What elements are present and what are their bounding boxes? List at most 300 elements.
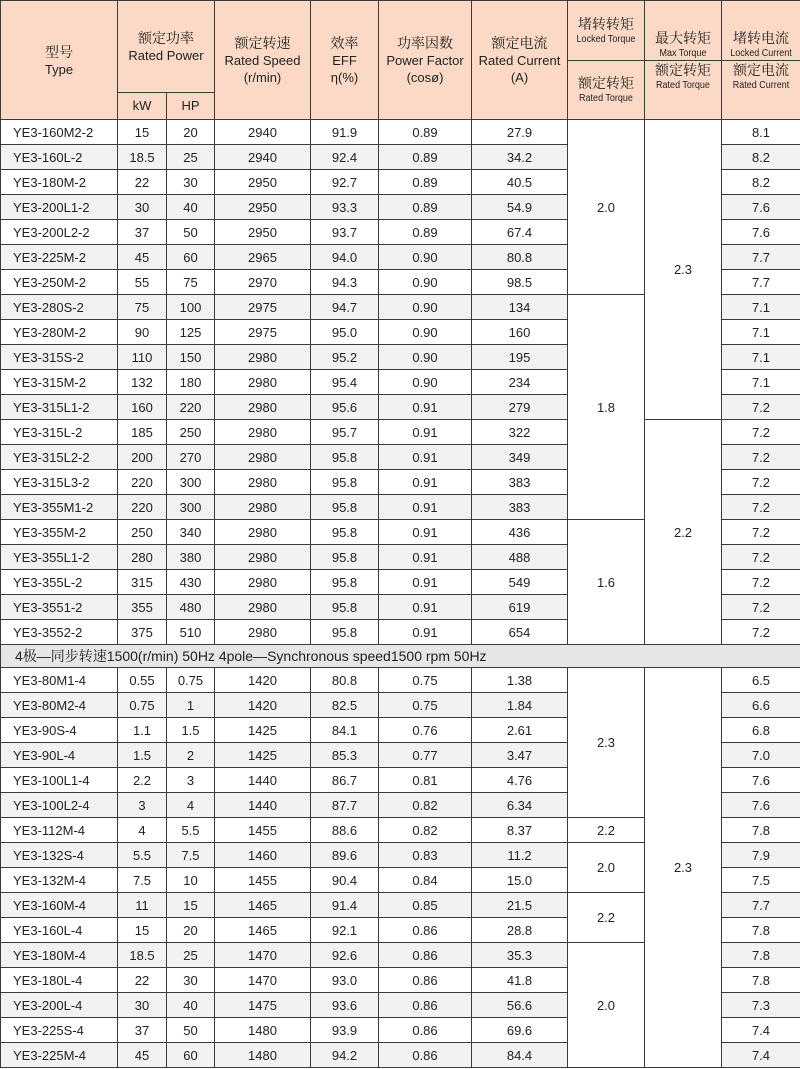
cell-kw: 7.5: [118, 868, 167, 893]
cell-speed: 1425: [215, 743, 311, 768]
header-hp: HP: [167, 92, 215, 119]
cell-locked-current: 7.2: [722, 545, 800, 570]
cell-pf: 0.84: [379, 868, 472, 893]
cell-speed: 2980: [215, 470, 311, 495]
cell-pf: 0.89: [379, 220, 472, 245]
cell-kw: 45: [118, 245, 167, 270]
cell-kw: 110: [118, 345, 167, 370]
cell-speed: 1455: [215, 868, 311, 893]
cell-kw: 90: [118, 320, 167, 345]
cell-kw: 45: [118, 1043, 167, 1068]
table-body: [1, 120, 800, 1068]
cell-current: 2.61: [472, 718, 568, 743]
cell-type: YE3-90S-4: [1, 718, 118, 743]
cell-pf: 0.89: [379, 145, 472, 170]
header-max-torque: 最大转矩 Max Torque 额定转矩 Rated Torque: [645, 1, 722, 120]
cell-hp: 4: [167, 793, 215, 818]
header-type: 型号 Type: [1, 1, 118, 120]
cell-max-torque: 2.3: [645, 668, 722, 1068]
cell-locked-current: 7.8: [722, 968, 800, 993]
cell-locked-current: 7.6: [722, 220, 800, 245]
cell-hp: 3: [167, 768, 215, 793]
cell-kw: 55: [118, 270, 167, 295]
cell-pf: 0.91: [379, 545, 472, 570]
cell-eff: 95.6: [311, 395, 379, 420]
cell-eff: 95.8: [311, 570, 379, 595]
cell-eff: 94.2: [311, 1043, 379, 1068]
cell-hp: 60: [167, 1043, 215, 1068]
cell-eff: 94.0: [311, 245, 379, 270]
cell-type: YE3-250M-2: [1, 270, 118, 295]
table-row: [1, 668, 800, 693]
cell-pf: 0.91: [379, 620, 472, 645]
cell-current: 28.8: [472, 918, 568, 943]
cell-type: YE3-225M-2: [1, 245, 118, 270]
cell-pf: 0.77: [379, 743, 472, 768]
cell-current: 4.76: [472, 768, 568, 793]
header-efficiency: 效率 EFF η(%): [311, 1, 379, 120]
cell-eff: 90.4: [311, 868, 379, 893]
cell-type: YE3-3551-2: [1, 595, 118, 620]
cell-eff: 88.6: [311, 818, 379, 843]
cell-eff: 95.8: [311, 445, 379, 470]
cell-eff: 89.6: [311, 843, 379, 868]
cell-kw: 37: [118, 1018, 167, 1043]
cell-eff: 95.8: [311, 495, 379, 520]
cell-current: 383: [472, 470, 568, 495]
cell-kw: 18.5: [118, 943, 167, 968]
cell-locked-current: 7.2: [722, 620, 800, 645]
cell-locked-torque: 1.8: [568, 295, 645, 520]
cell-hp: 50: [167, 1018, 215, 1043]
cell-eff: 91.9: [311, 120, 379, 145]
cell-type: YE3-160L-4: [1, 918, 118, 943]
cell-eff: 91.4: [311, 893, 379, 918]
cell-speed: 2950: [215, 170, 311, 195]
cell-kw: 2.2: [118, 768, 167, 793]
cell-hp: 340: [167, 520, 215, 545]
cell-pf: 0.86: [379, 1043, 472, 1068]
cell-locked-current: 7.2: [722, 445, 800, 470]
cell-speed: 1465: [215, 918, 311, 943]
cell-speed: 2980: [215, 395, 311, 420]
cell-pf: 0.89: [379, 120, 472, 145]
cell-pf: 0.82: [379, 793, 472, 818]
cell-pf: 0.86: [379, 918, 472, 943]
cell-eff: 95.8: [311, 595, 379, 620]
header-rated-speed: 额定转速 Rated Speed (r/min): [215, 1, 311, 120]
cell-current: 436: [472, 520, 568, 545]
cell-kw: 1.1: [118, 718, 167, 743]
cell-hp: 250: [167, 420, 215, 445]
cell-locked-current: 7.2: [722, 470, 800, 495]
cell-locked-current: 7.4: [722, 1018, 800, 1043]
cell-speed: 2980: [215, 570, 311, 595]
cell-kw: 5.5: [118, 843, 167, 868]
cell-pf: 0.86: [379, 1018, 472, 1043]
cell-type: YE3-315S-2: [1, 345, 118, 370]
cell-pf: 0.90: [379, 270, 472, 295]
cell-type: YE3-355M-2: [1, 520, 118, 545]
cell-eff: 95.4: [311, 370, 379, 395]
cell-kw: 15: [118, 918, 167, 943]
cell-locked-current: 7.1: [722, 320, 800, 345]
cell-current: 654: [472, 620, 568, 645]
cell-speed: 2980: [215, 370, 311, 395]
cell-type: YE3-90L-4: [1, 743, 118, 768]
cell-kw: 220: [118, 470, 167, 495]
cell-pf: 0.75: [379, 693, 472, 718]
cell-hp: 40: [167, 195, 215, 220]
cell-eff: 80.8: [311, 668, 379, 693]
cell-type: YE3-160M2-2: [1, 120, 118, 145]
cell-current: 34.2: [472, 145, 568, 170]
cell-pf: 0.75: [379, 668, 472, 693]
cell-hp: 50: [167, 220, 215, 245]
cell-speed: 1440: [215, 768, 311, 793]
cell-kw: 280: [118, 545, 167, 570]
cell-speed: 2980: [215, 620, 311, 645]
cell-current: 54.9: [472, 195, 568, 220]
cell-hp: 75: [167, 270, 215, 295]
cell-pf: 0.81: [379, 768, 472, 793]
cell-locked-torque: 1.6: [568, 520, 645, 645]
cell-eff: 93.9: [311, 1018, 379, 1043]
cell-locked-current: 7.8: [722, 918, 800, 943]
cell-hp: 125: [167, 320, 215, 345]
cell-locked-current: 7.2: [722, 595, 800, 620]
cell-locked-current: 7.7: [722, 270, 800, 295]
cell-eff: 92.4: [311, 145, 379, 170]
cell-kw: 355: [118, 595, 167, 620]
cell-current: 279: [472, 395, 568, 420]
cell-current: 80.8: [472, 245, 568, 270]
cell-locked-torque: 2.2: [568, 818, 645, 843]
cell-type: YE3-315L1-2: [1, 395, 118, 420]
cell-current: 488: [472, 545, 568, 570]
cell-hp: 20: [167, 918, 215, 943]
cell-current: 549: [472, 570, 568, 595]
cell-eff: 92.7: [311, 170, 379, 195]
cell-locked-torque: 2.0: [568, 120, 645, 295]
cell-locked-torque: 2.2: [568, 893, 645, 943]
cell-speed: 2980: [215, 445, 311, 470]
cell-type: YE3-355M1-2: [1, 495, 118, 520]
cell-speed: 2980: [215, 345, 311, 370]
cell-kw: 132: [118, 370, 167, 395]
cell-pf: 0.89: [379, 195, 472, 220]
cell-type: YE3-315L2-2: [1, 445, 118, 470]
cell-kw: 18.5: [118, 145, 167, 170]
cell-locked-torque: 2.3: [568, 668, 645, 818]
header-rated-current: 额定电流 Rated Current (A): [472, 1, 568, 120]
cell-hp: 30: [167, 170, 215, 195]
cell-eff: 95.8: [311, 520, 379, 545]
cell-eff: 95.8: [311, 545, 379, 570]
cell-current: 69.6: [472, 1018, 568, 1043]
cell-speed: 1460: [215, 843, 311, 868]
header-rated-power: 额定功率 Rated Power: [118, 1, 215, 93]
cell-pf: 0.86: [379, 968, 472, 993]
table-row: [1, 420, 800, 445]
cell-hp: 220: [167, 395, 215, 420]
cell-type: YE3-315L3-2: [1, 470, 118, 495]
table-header: [1, 1, 800, 120]
cell-speed: 2965: [215, 245, 311, 270]
cell-eff: 95.2: [311, 345, 379, 370]
cell-locked-current: 7.6: [722, 793, 800, 818]
cell-locked-current: 7.6: [722, 195, 800, 220]
cell-locked-current: 7.1: [722, 345, 800, 370]
section-title: 4极—同步转速1500(r/min) 50Hz 4pole—Synchronous speed1500 rpm 50Hz: [1, 645, 800, 668]
cell-current: 134: [472, 295, 568, 320]
cell-hp: 2: [167, 743, 215, 768]
cell-pf: 0.91: [379, 570, 472, 595]
section-row: [1, 645, 800, 668]
cell-speed: 2950: [215, 220, 311, 245]
cell-hp: 1: [167, 693, 215, 718]
cell-hp: 480: [167, 595, 215, 620]
cell-hp: 270: [167, 445, 215, 470]
cell-locked-current: 7.2: [722, 395, 800, 420]
cell-speed: 1420: [215, 693, 311, 718]
cell-kw: 1.5: [118, 743, 167, 768]
cell-hp: 300: [167, 495, 215, 520]
cell-speed: 2970: [215, 270, 311, 295]
cell-current: 349: [472, 445, 568, 470]
cell-hp: 100: [167, 295, 215, 320]
cell-kw: 37: [118, 220, 167, 245]
cell-locked-current: 7.2: [722, 570, 800, 595]
cell-pf: 0.76: [379, 718, 472, 743]
cell-pf: 0.86: [379, 993, 472, 1018]
cell-hp: 60: [167, 245, 215, 270]
cell-locked-current: 8.1: [722, 120, 800, 145]
cell-kw: 315: [118, 570, 167, 595]
cell-kw: 0.75: [118, 693, 167, 718]
cell-current: 11.2: [472, 843, 568, 868]
cell-kw: 30: [118, 993, 167, 1018]
cell-pf: 0.90: [379, 245, 472, 270]
cell-kw: 220: [118, 495, 167, 520]
cell-locked-current: 7.4: [722, 1043, 800, 1068]
cell-speed: 1470: [215, 943, 311, 968]
cell-type: YE3-315M-2: [1, 370, 118, 395]
cell-speed: 1470: [215, 968, 311, 993]
cell-locked-current: 7.9: [722, 843, 800, 868]
cell-pf: 0.82: [379, 818, 472, 843]
cell-kw: 160: [118, 395, 167, 420]
cell-hp: 5.5: [167, 818, 215, 843]
cell-current: 195: [472, 345, 568, 370]
cell-kw: 4: [118, 818, 167, 843]
cell-eff: 93.0: [311, 968, 379, 993]
cell-locked-current: 7.8: [722, 943, 800, 968]
cell-type: YE3-112M-4: [1, 818, 118, 843]
cell-pf: 0.86: [379, 943, 472, 968]
cell-kw: 200: [118, 445, 167, 470]
cell-eff: 87.7: [311, 793, 379, 818]
cell-current: 21.5: [472, 893, 568, 918]
cell-speed: 2980: [215, 545, 311, 570]
cell-speed: 2975: [215, 320, 311, 345]
cell-speed: 1425: [215, 718, 311, 743]
cell-hp: 40: [167, 993, 215, 1018]
cell-eff: 93.7: [311, 220, 379, 245]
cell-type: YE3-132M-4: [1, 868, 118, 893]
cell-type: YE3-132S-4: [1, 843, 118, 868]
cell-pf: 0.91: [379, 420, 472, 445]
cell-kw: 250: [118, 520, 167, 545]
cell-locked-current: 7.7: [722, 245, 800, 270]
cell-hp: 510: [167, 620, 215, 645]
cell-pf: 0.90: [379, 320, 472, 345]
cell-kw: 375: [118, 620, 167, 645]
cell-kw: 75: [118, 295, 167, 320]
cell-hp: 180: [167, 370, 215, 395]
cell-hp: 1.5: [167, 718, 215, 743]
cell-current: 8.37: [472, 818, 568, 843]
cell-locked-current: 7.1: [722, 370, 800, 395]
cell-locked-torque: 2.0: [568, 943, 645, 1068]
cell-eff: 85.3: [311, 743, 379, 768]
cell-hp: 300: [167, 470, 215, 495]
cell-hp: 25: [167, 145, 215, 170]
cell-type: YE3-225S-4: [1, 1018, 118, 1043]
cell-current: 160: [472, 320, 568, 345]
cell-speed: 2980: [215, 420, 311, 445]
header-power-factor: 功率因数 Power Factor (cosø): [379, 1, 472, 120]
cell-hp: 25: [167, 943, 215, 968]
table-row: [1, 120, 800, 145]
cell-current: 3.47: [472, 743, 568, 768]
cell-eff: 92.6: [311, 943, 379, 968]
cell-hp: 30: [167, 968, 215, 993]
cell-eff: 95.8: [311, 470, 379, 495]
cell-pf: 0.89: [379, 170, 472, 195]
cell-type: YE3-225M-4: [1, 1043, 118, 1068]
cell-current: 6.34: [472, 793, 568, 818]
cell-current: 27.9: [472, 120, 568, 145]
cell-kw: 15: [118, 120, 167, 145]
cell-type: YE3-160L-2: [1, 145, 118, 170]
cell-type: YE3-200L-4: [1, 993, 118, 1018]
cell-current: 1.84: [472, 693, 568, 718]
cell-type: YE3-280S-2: [1, 295, 118, 320]
cell-eff: 94.7: [311, 295, 379, 320]
cell-locked-current: 7.2: [722, 495, 800, 520]
cell-eff: 94.3: [311, 270, 379, 295]
cell-speed: 2980: [215, 495, 311, 520]
cell-speed: 2980: [215, 520, 311, 545]
header-locked-current: 堵转电流 Locked Current 额定电流 Rated Current: [722, 1, 800, 120]
cell-pf: 0.91: [379, 470, 472, 495]
cell-hp: 15: [167, 893, 215, 918]
cell-pf: 0.90: [379, 345, 472, 370]
cell-type: YE3-80M2-4: [1, 693, 118, 718]
cell-current: 67.4: [472, 220, 568, 245]
cell-locked-current: 7.5: [722, 868, 800, 893]
cell-type: YE3-3552-2: [1, 620, 118, 645]
cell-speed: 1480: [215, 1018, 311, 1043]
cell-speed: 1440: [215, 793, 311, 818]
header-locked-torque: 堵转转矩 Locked Torque 额定转矩 Rated Torque: [568, 1, 645, 120]
cell-current: 619: [472, 595, 568, 620]
cell-type: YE3-180M-4: [1, 943, 118, 968]
cell-locked-current: 6.5: [722, 668, 800, 693]
cell-type: YE3-160M-4: [1, 893, 118, 918]
cell-type: YE3-100L1-4: [1, 768, 118, 793]
cell-locked-current: 7.6: [722, 768, 800, 793]
cell-type: YE3-280M-2: [1, 320, 118, 345]
cell-current: 56.6: [472, 993, 568, 1018]
cell-pf: 0.91: [379, 395, 472, 420]
cell-pf: 0.91: [379, 595, 472, 620]
cell-eff: 93.3: [311, 195, 379, 220]
cell-locked-current: 7.1: [722, 295, 800, 320]
cell-current: 15.0: [472, 868, 568, 893]
cell-kw: 11: [118, 893, 167, 918]
cell-kw: 22: [118, 968, 167, 993]
cell-locked-current: 7.0: [722, 743, 800, 768]
cell-hp: 10: [167, 868, 215, 893]
cell-pf: 0.83: [379, 843, 472, 868]
cell-speed: 2975: [215, 295, 311, 320]
cell-type: YE3-80M1-4: [1, 668, 118, 693]
cell-current: 383: [472, 495, 568, 520]
cell-locked-current: 6.6: [722, 693, 800, 718]
cell-eff: 82.5: [311, 693, 379, 718]
cell-hp: 150: [167, 345, 215, 370]
cell-locked-current: 7.8: [722, 818, 800, 843]
cell-speed: 2950: [215, 195, 311, 220]
cell-speed: 1455: [215, 818, 311, 843]
cell-hp: 0.75: [167, 668, 215, 693]
cell-eff: 95.0: [311, 320, 379, 345]
cell-hp: 380: [167, 545, 215, 570]
cell-pf: 0.90: [379, 370, 472, 395]
cell-hp: 20: [167, 120, 215, 145]
cell-kw: 0.55: [118, 668, 167, 693]
cell-eff: 93.6: [311, 993, 379, 1018]
cell-locked-current: 8.2: [722, 145, 800, 170]
cell-kw: 185: [118, 420, 167, 445]
cell-speed: 2980: [215, 595, 311, 620]
cell-hp: 7.5: [167, 843, 215, 868]
cell-locked-current: 7.2: [722, 520, 800, 545]
cell-eff: 86.7: [311, 768, 379, 793]
cell-current: 40.5: [472, 170, 568, 195]
cell-hp: 430: [167, 570, 215, 595]
cell-locked-current: 7.7: [722, 893, 800, 918]
cell-type: YE3-355L1-2: [1, 545, 118, 570]
cell-locked-current: 6.8: [722, 718, 800, 743]
cell-locked-torque: 2.0: [568, 843, 645, 893]
cell-eff: 95.7: [311, 420, 379, 445]
cell-eff: 92.1: [311, 918, 379, 943]
cell-speed: 1480: [215, 1043, 311, 1068]
cell-speed: 2940: [215, 145, 311, 170]
cell-current: 322: [472, 420, 568, 445]
cell-locked-current: 8.2: [722, 170, 800, 195]
cell-kw: 22: [118, 170, 167, 195]
cell-speed: 1475: [215, 993, 311, 1018]
cell-current: 98.5: [472, 270, 568, 295]
cell-type: YE3-100L2-4: [1, 793, 118, 818]
cell-pf: 0.91: [379, 495, 472, 520]
cell-pf: 0.91: [379, 520, 472, 545]
cell-kw: 30: [118, 195, 167, 220]
